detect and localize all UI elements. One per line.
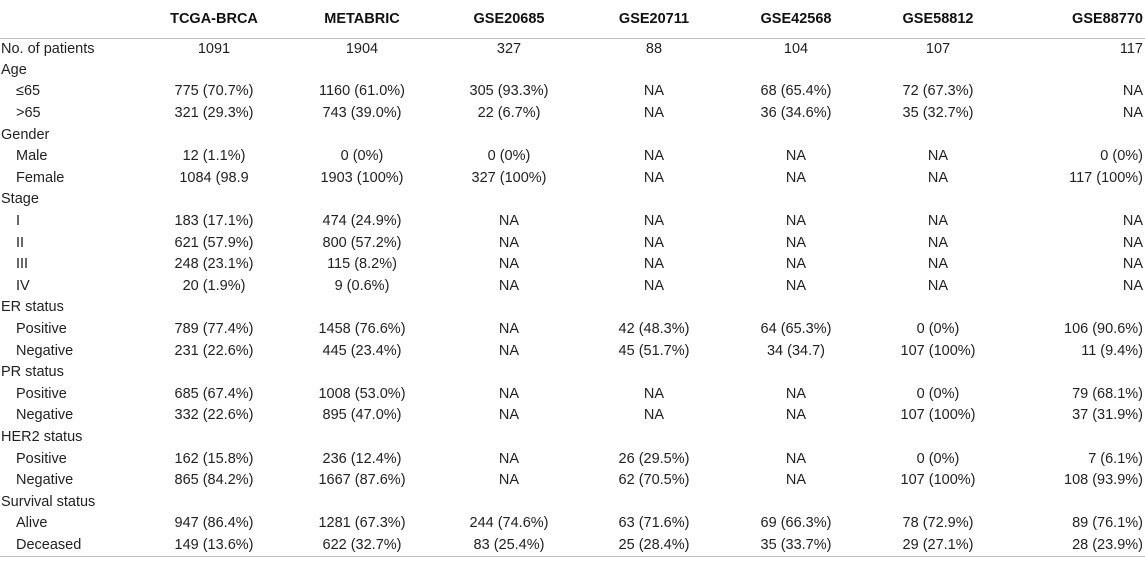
table-cell: 108 (93.9%) xyxy=(1064,472,1143,489)
table-cell: NA xyxy=(927,169,949,186)
table-cell: NA xyxy=(785,407,807,424)
table-cell: NA xyxy=(498,321,520,338)
table-cell xyxy=(140,297,288,319)
table-cell: NA xyxy=(498,407,520,424)
table-cell xyxy=(726,362,866,384)
table-cell: 1667 (87.6%) xyxy=(318,472,406,489)
row-label-cell: ≤65 xyxy=(16,83,41,100)
table-cell: 685 (67.4%) xyxy=(174,385,254,402)
table-body xyxy=(0,38,1145,556)
group-label-cell: Age xyxy=(1,61,27,78)
table-cell: NA xyxy=(498,277,520,294)
table-cell: NA xyxy=(643,407,665,424)
table-cell: 115 (8.2%) xyxy=(327,256,397,273)
table-cell xyxy=(726,189,866,211)
table-cell: NA xyxy=(1122,277,1143,294)
table-cell: 7 (6.1%) xyxy=(1088,450,1143,467)
table-cell xyxy=(726,60,866,82)
table-cell xyxy=(436,491,582,513)
table-cell xyxy=(436,362,582,384)
table-cell: NA xyxy=(498,213,520,230)
table-cell: 64 (65.3%) xyxy=(760,321,832,338)
table-cell: 1008 (53.0%) xyxy=(318,385,406,402)
table-cell xyxy=(288,427,436,449)
table-cell: 0 (0%) xyxy=(340,148,384,165)
table-cell xyxy=(866,124,1010,146)
table-cell: 62 (70.5%) xyxy=(618,472,690,489)
table-cell: NA xyxy=(927,234,949,251)
table-cell: NA xyxy=(643,256,665,273)
table-cell: NA xyxy=(927,256,949,273)
row-label-cell: No. of patients xyxy=(1,40,95,57)
table-cell xyxy=(726,427,866,449)
table-cell xyxy=(140,362,288,384)
table-cell xyxy=(436,124,582,146)
group-label-cell: HER2 status xyxy=(1,428,83,445)
header-cell-gse42568: GSE42568 xyxy=(726,0,866,38)
table-cell xyxy=(726,297,866,319)
table-row xyxy=(0,168,1145,190)
table-row xyxy=(0,535,1145,557)
table-cell: 305 (93.3%) xyxy=(469,83,549,100)
row-label-cell: Negative xyxy=(16,472,74,489)
row-label-cell: Negative xyxy=(16,342,74,359)
header-cell-blank xyxy=(0,0,140,38)
table-row xyxy=(0,38,1145,60)
table-cell: 34 (34.7) xyxy=(766,342,826,359)
table-cell: NA xyxy=(785,256,807,273)
table-cell xyxy=(436,427,582,449)
table-cell: 327 xyxy=(496,40,522,57)
table-row xyxy=(0,81,1145,103)
table-cell: 35 (33.7%) xyxy=(726,535,866,557)
table-cell: NA xyxy=(785,234,807,251)
table-cell: 107 (100%) xyxy=(900,472,976,489)
table-cell xyxy=(436,297,582,319)
table-cell xyxy=(288,124,436,146)
table-cell: 63 (71.6%) xyxy=(618,515,690,532)
table-cell: 1091 xyxy=(197,40,231,57)
table-cell: NA xyxy=(498,342,520,359)
table-cell: NA xyxy=(927,213,949,230)
table-cell: NA xyxy=(498,450,520,467)
row-label-cell: I xyxy=(16,213,21,230)
table-group-row xyxy=(0,427,1145,449)
table-cell: 11 (9.4%) xyxy=(1081,342,1143,359)
table-cell: NA xyxy=(643,385,665,402)
table-cell: 79 (68.1%) xyxy=(1072,385,1143,402)
table-cell: 743 (39.0%) xyxy=(322,105,402,122)
table-cell xyxy=(140,60,288,82)
table-row xyxy=(0,276,1145,298)
table-cell xyxy=(866,297,1010,319)
row-label-cell: III xyxy=(16,256,29,273)
row-label-cell: Negative xyxy=(16,407,74,424)
table-cell: 88 xyxy=(645,40,663,57)
table-cell: NA xyxy=(643,169,665,186)
table-cell: 0 (0%) xyxy=(1100,148,1143,165)
table-cell: NA xyxy=(498,472,520,489)
table-cell: NA xyxy=(785,148,807,165)
table-cell: 947 (86.4%) xyxy=(174,515,254,532)
row-label-cell: Positive xyxy=(16,321,67,338)
table-cell: 895 (47.0%) xyxy=(322,407,402,424)
table-cell xyxy=(1010,362,1145,384)
table-cell xyxy=(1010,427,1145,449)
group-label-cell: PR status xyxy=(1,364,64,381)
table-cell: NA xyxy=(785,277,807,294)
table-cell: NA xyxy=(785,169,807,186)
table-cell: 248 (23.1%) xyxy=(174,256,254,273)
row-label-cell: Female xyxy=(16,169,65,186)
table-row xyxy=(0,340,1145,362)
table-cell: 12 (1.1%) xyxy=(182,148,246,165)
table-cell: 236 (12.4%) xyxy=(322,450,402,467)
table-cell: 78 (72.9%) xyxy=(902,515,974,532)
row-label-cell: >65 xyxy=(16,105,41,122)
table-cell: 107 (100%) xyxy=(900,407,976,424)
table-cell: 68 (65.4%) xyxy=(760,83,832,100)
table-cell xyxy=(140,189,288,211)
table-cell xyxy=(1010,124,1145,146)
table-row xyxy=(0,470,1145,492)
table-cell: 789 (77.4%) xyxy=(174,321,254,338)
table-cell: NA xyxy=(643,234,665,251)
table-cell: 26 (29.5%) xyxy=(618,450,690,467)
header-cell-gse88770: GSE88770 xyxy=(1010,0,1145,38)
table-cell xyxy=(866,60,1010,82)
table-cell xyxy=(726,491,866,513)
table-cell: 1281 (67.3%) xyxy=(318,515,406,532)
table-cell: NA xyxy=(785,450,807,467)
group-label-cell: ER status xyxy=(1,299,64,316)
table-cell xyxy=(140,124,288,146)
row-label-cell: Positive xyxy=(16,450,67,467)
table-cell xyxy=(288,362,436,384)
table-cell xyxy=(288,60,436,82)
table-cell: 106 (90.6%) xyxy=(1064,321,1143,338)
table-cell: 321 (29.3%) xyxy=(174,105,254,122)
row-label-cell: Male xyxy=(16,148,48,165)
row-label-cell: Positive xyxy=(16,385,67,402)
table-cell: NA xyxy=(643,213,665,230)
table-cell xyxy=(1010,189,1145,211)
table-cell: 83 (25.4%) xyxy=(436,535,582,557)
table-cell: 621 (57.9%) xyxy=(174,234,254,251)
table-cell: NA xyxy=(785,385,807,402)
table-cell: 20 (1.9%) xyxy=(182,277,246,294)
row-label-cell: II xyxy=(16,234,25,251)
table-group-row xyxy=(0,60,1145,82)
table-row xyxy=(0,211,1145,233)
table-cell xyxy=(582,427,726,449)
header-cell-gse58812: GSE58812 xyxy=(866,0,1010,38)
table-cell xyxy=(436,189,582,211)
table-cell: 89 (76.1%) xyxy=(1072,515,1143,532)
table-cell xyxy=(1010,491,1145,513)
table-cell: 9 (0.6%) xyxy=(334,277,390,294)
table-row xyxy=(0,384,1145,406)
table-cell: 36 (34.6%) xyxy=(760,105,832,122)
table-cell: NA xyxy=(927,148,949,165)
group-label-cell: Survival status xyxy=(1,493,96,510)
table-group-row xyxy=(0,189,1145,211)
table-row xyxy=(0,448,1145,470)
table-cell: 231 (22.6%) xyxy=(174,342,254,359)
table-cell: NA xyxy=(643,277,665,294)
table-cell: NA xyxy=(1122,213,1143,230)
table-cell: 107 xyxy=(925,40,951,57)
header-cell-metabric: METABRIC xyxy=(288,0,436,38)
header-cell-tcga-brca: TCGA-BRCA xyxy=(140,0,288,38)
table-cell: NA xyxy=(498,385,520,402)
table-cell: NA xyxy=(643,105,665,122)
table-cell xyxy=(582,124,726,146)
table-cell: 107 (100%) xyxy=(900,342,976,359)
table-cell xyxy=(582,362,726,384)
table-cell: 42 (48.3%) xyxy=(618,321,690,338)
table-cell xyxy=(866,362,1010,384)
table-cell: 183 (17.1%) xyxy=(174,213,254,230)
table-row xyxy=(0,254,1145,276)
table-cell: NA xyxy=(785,213,807,230)
table-cell: 45 (51.7%) xyxy=(618,342,690,359)
table-row xyxy=(0,232,1145,254)
table-cell: 162 (15.8%) xyxy=(174,450,254,467)
table-cell: 104 xyxy=(783,40,809,57)
table-cell xyxy=(866,189,1010,211)
table-cell: 22 (6.7%) xyxy=(477,105,541,122)
table-cell: 1160 (61.0%) xyxy=(319,83,405,100)
table-cell xyxy=(582,60,726,82)
table-cell: 0 (0%) xyxy=(916,385,960,402)
table-cell: 0 (0%) xyxy=(916,321,960,338)
table-cell: 332 (22.6%) xyxy=(174,407,254,424)
table-cell xyxy=(288,297,436,319)
row-label-cell: Deceased xyxy=(0,535,140,557)
row-label-cell: IV xyxy=(16,277,30,294)
table-cell: NA xyxy=(498,256,520,273)
table-cell xyxy=(582,297,726,319)
table-cell: NA xyxy=(785,472,807,489)
table-cell: 35 (32.7%) xyxy=(902,105,974,122)
table-cell: NA xyxy=(1122,83,1143,100)
table-cell xyxy=(866,427,1010,449)
table-cell: 117 xyxy=(1119,40,1143,57)
table-cell xyxy=(1010,60,1145,82)
header-cell-gse20711: GSE20711 xyxy=(582,0,726,38)
table-cell: 29 (27.1%) xyxy=(866,535,1010,557)
table-cell: 244 (74.6%) xyxy=(469,515,549,532)
group-label-cell: Gender xyxy=(1,126,50,143)
table-cell: 0 (0%) xyxy=(487,148,531,165)
table-cell xyxy=(140,491,288,513)
table-cell xyxy=(582,189,726,211)
table-cell: 622 (32.7%) xyxy=(288,535,436,557)
table-cell: 0 (0%) xyxy=(916,450,960,467)
table-cell: NA xyxy=(643,148,665,165)
table-header-row xyxy=(0,0,1145,38)
table-cell xyxy=(1010,297,1145,319)
table-cell xyxy=(436,60,582,82)
table-cell xyxy=(866,491,1010,513)
header-cell-gse20685: GSE20685 xyxy=(436,0,582,38)
table-cell: 1903 (100%) xyxy=(320,169,404,186)
table-cell: 149 (13.6%) xyxy=(140,535,288,557)
table-cell: NA xyxy=(927,277,949,294)
table-cell: 25 (28.4%) xyxy=(582,535,726,557)
table-cell: 474 (24.9%) xyxy=(322,213,402,230)
table-group-row xyxy=(0,124,1145,146)
table-cell xyxy=(726,124,866,146)
table-cell: NA xyxy=(1122,234,1143,251)
table-cell: NA xyxy=(498,234,520,251)
table-group-row xyxy=(0,297,1145,319)
table-cell: 800 (57.2%) xyxy=(322,234,402,251)
table-cell: 28 (23.9%) xyxy=(1010,535,1145,557)
table-cell: 1458 (76.6%) xyxy=(318,321,406,338)
table-cell: 445 (23.4%) xyxy=(322,342,402,359)
table-row xyxy=(0,103,1145,125)
table-cell: 37 (31.9%) xyxy=(1072,407,1143,424)
table-cell: NA xyxy=(643,83,665,100)
table-row xyxy=(0,146,1145,168)
table-cell xyxy=(288,189,436,211)
row-label-cell: Alive xyxy=(16,515,48,532)
table-cell: 1904 xyxy=(345,40,379,57)
group-label-cell: Stage xyxy=(1,191,39,208)
table-cell xyxy=(582,491,726,513)
table-group-row xyxy=(0,362,1145,384)
table-row xyxy=(0,405,1145,427)
table-cell: 72 (67.3%) xyxy=(902,83,974,100)
table-cell: NA xyxy=(1122,105,1143,122)
table-cell: 775 (70.7%) xyxy=(174,83,254,100)
table-cell: NA xyxy=(1122,256,1143,273)
table-cell: 117 (100%) xyxy=(1069,169,1143,186)
table-cell xyxy=(140,427,288,449)
table-cell: 327 (100%) xyxy=(471,169,547,186)
table-cell xyxy=(288,491,436,513)
table-cell: 865 (84.2%) xyxy=(174,472,254,489)
table-row xyxy=(0,513,1145,535)
table-cell: 69 (66.3%) xyxy=(760,515,832,532)
table-cell: 1084 (98.9 xyxy=(179,169,249,186)
table-group-row xyxy=(0,491,1145,513)
table-row xyxy=(0,319,1145,341)
